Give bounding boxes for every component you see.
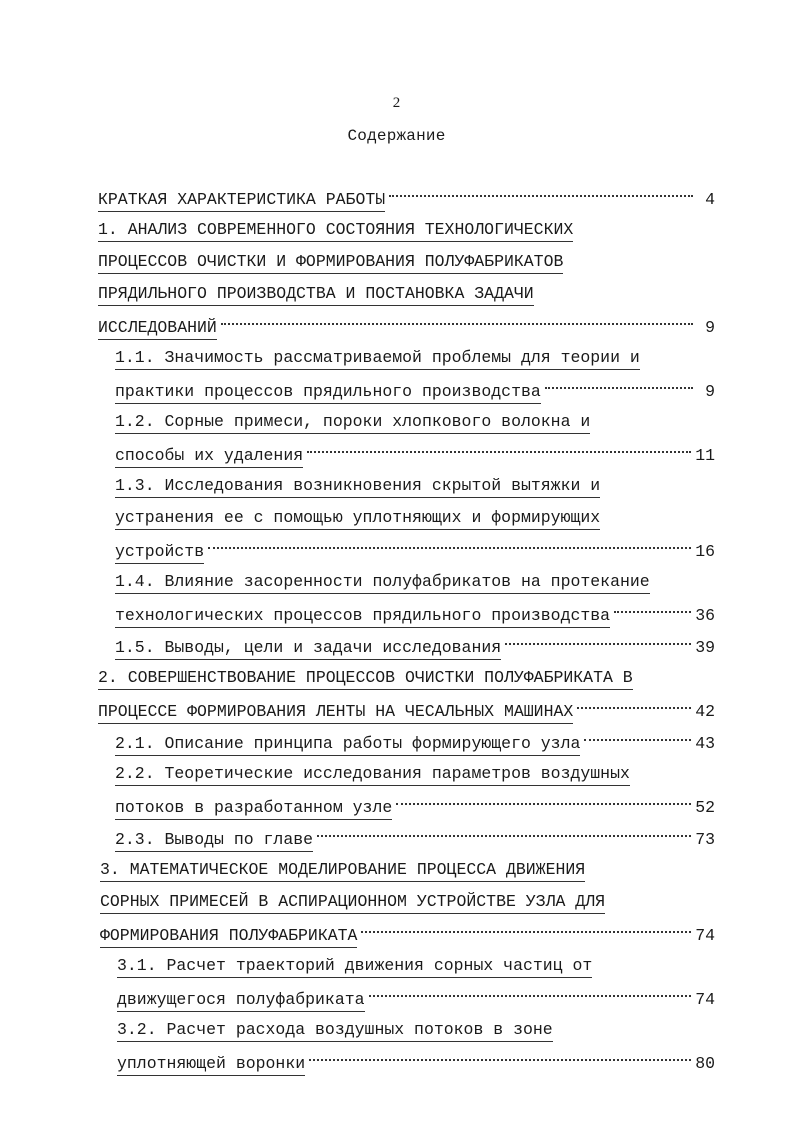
toc-entry-page: 80: [695, 1054, 715, 1073]
dot-leader: [208, 547, 691, 549]
dot-leader: [505, 643, 691, 645]
page-number: 2: [392, 95, 401, 111]
toc-entry-page: 9: [705, 382, 715, 401]
toc-entry-title: ИССЛЕДОВАНИЙ: [98, 317, 217, 340]
toc-entry[interactable]: [115, 731, 715, 757]
toc-entry[interactable]: [98, 699, 715, 725]
toc-entry-title: 2.2. Теоретические исследования параметров воздушных: [115, 763, 630, 786]
toc-entry[interactable]: [117, 1051, 715, 1077]
dot-leader: [307, 451, 691, 453]
toc-entry-page: 74: [695, 990, 715, 1009]
toc-entry-page: 11: [695, 446, 715, 465]
toc-entry[interactable]: [98, 251, 563, 277]
toc-entry[interactable]: [115, 635, 715, 661]
toc-entry-title: 2.3. Выводы по главе: [115, 829, 313, 852]
dot-leader: [309, 1059, 691, 1061]
toc-entry[interactable]: [115, 347, 640, 373]
toc-entry-title: устранения ее с помощью уплотняющих и формирующих: [115, 507, 600, 530]
toc-entry-title: устройств: [115, 541, 204, 564]
toc-entry-page: 39: [695, 638, 715, 657]
toc-entry[interactable]: [100, 891, 605, 917]
toc-entry-title: 1.1. Значимость рассматриваемой проблемы для теории и: [115, 347, 640, 370]
dot-leader: [396, 803, 691, 805]
toc-entry-title: ПРОЦЕССОВ ОЧИСТКИ И ФОРМИРОВАНИЯ ПОЛУФАБРИКАТОВ: [98, 251, 563, 274]
toc-entry-title: 3. МАТЕМАТИЧЕСКОЕ МОДЕЛИРОВАНИЕ ПРОЦЕССА ДВИЖЕНИЯ: [100, 859, 585, 882]
toc-entry-title: 1. АНАЛИЗ СОВРЕМЕННОГО СОСТОЯНИЯ ТЕХНОЛОГИЧЕСКИХ: [98, 219, 573, 242]
toc-entry[interactable]: [98, 315, 715, 341]
toc-entry[interactable]: [98, 187, 715, 213]
toc-entry[interactable]: [115, 379, 715, 405]
toc-entry[interactable]: [115, 603, 715, 629]
dot-leader: [369, 995, 692, 997]
toc-entry-title: практики процессов прядильного производства: [115, 381, 541, 404]
toc-entry[interactable]: [117, 1019, 553, 1045]
dot-leader: [389, 195, 693, 197]
toc-entry-title: 2. СОВЕРШЕНСТВОВАНИЕ ПРОЦЕССОВ ОЧИСТКИ ПОЛУФАБРИКАТА В: [98, 667, 633, 690]
toc-entry-title: КРАТКАЯ ХАРАКТЕРИСТИКА РАБОТЫ: [98, 189, 385, 212]
toc-entry-title: 1.4. Влияние засоренности полуфабрикатов на протекание: [115, 571, 650, 594]
toc-entry[interactable]: [98, 219, 573, 245]
toc-entry[interactable]: [115, 763, 630, 789]
toc-entry[interactable]: [115, 539, 715, 565]
toc-entry[interactable]: [98, 283, 534, 309]
toc-entry-page: 43: [695, 734, 715, 753]
toc-entry-page: 74: [695, 926, 715, 945]
toc-entry-page: 73: [695, 830, 715, 849]
toc-entry-title: 1.2. Сорные примеси, пороки хлопкового волокна и: [115, 411, 590, 434]
toc-entry-title: технологических процессов прядильного производства: [115, 605, 610, 628]
toc-entry[interactable]: [115, 507, 600, 533]
toc-entry-title: потоков в разработанном узле: [115, 797, 392, 820]
toc-entry-page: 4: [705, 190, 715, 209]
toc-entry[interactable]: [98, 667, 633, 693]
dot-leader: [545, 387, 693, 389]
toc-entry-page: 36: [695, 606, 715, 625]
dot-leader: [614, 611, 691, 613]
dot-leader: [584, 739, 691, 741]
toc-entry[interactable]: [100, 923, 715, 949]
toc-entry-page: 9: [705, 318, 715, 337]
toc-entry[interactable]: [115, 795, 715, 821]
toc-entry-title: способы их удаления: [115, 445, 303, 468]
dot-leader: [221, 323, 693, 325]
toc-entry[interactable]: [115, 827, 715, 853]
toc-entry-title: ПРОЦЕССЕ ФОРМИРОВАНИЯ ЛЕНТЫ НА ЧЕСАЛЬНЫХ МАШИНАХ: [98, 701, 573, 724]
toc-entry-title: 2.1. Описание принципа работы формирующего узла: [115, 733, 580, 756]
toc-entry[interactable]: [117, 987, 715, 1013]
toc-entry-title: уплотняющей воронки: [117, 1053, 305, 1076]
toc-entry-title: ФОРМИРОВАНИЯ ПОЛУФАБРИКАТА: [100, 925, 357, 948]
dot-leader: [317, 835, 691, 837]
toc-entry[interactable]: [115, 443, 715, 469]
dot-leader: [577, 707, 691, 709]
toc-entry-title: движущегося полуфабриката: [117, 989, 365, 1012]
toc-entry-page: 16: [695, 542, 715, 561]
toc-entry-title: СОРНЫХ ПРИМЕСЕЙ В АСПИРАЦИОННОМ УСТРОЙСТВЕ УЗЛА ДЛЯ: [100, 891, 605, 914]
toc-entry[interactable]: [117, 955, 592, 981]
toc-entry[interactable]: [115, 571, 650, 597]
toc-entry-title: 1.5. Выводы, цели и задачи исследования: [115, 637, 501, 660]
page-title: Содержание: [347, 127, 446, 145]
toc-entry-page: 52: [695, 798, 715, 817]
toc-entry[interactable]: [115, 411, 590, 437]
toc-entry-title: 1.3. Исследования возникновения скрытой вытяжки и: [115, 475, 600, 498]
dot-leader: [361, 931, 691, 933]
toc-entry-page: 42: [695, 702, 715, 721]
toc-entry[interactable]: [115, 475, 600, 501]
toc-entry[interactable]: [100, 859, 585, 885]
toc-entry-title: 3.2. Расчет расхода воздушных потоков в зоне: [117, 1019, 553, 1042]
toc-entry-title: ПРЯДИЛЬНОГО ПРОИЗВОДСТВА И ПОСТАНОВКА ЗАДАЧИ: [98, 283, 534, 306]
toc-entry-title: 3.1. Расчет траекторий движения сорных частиц от: [117, 955, 592, 978]
